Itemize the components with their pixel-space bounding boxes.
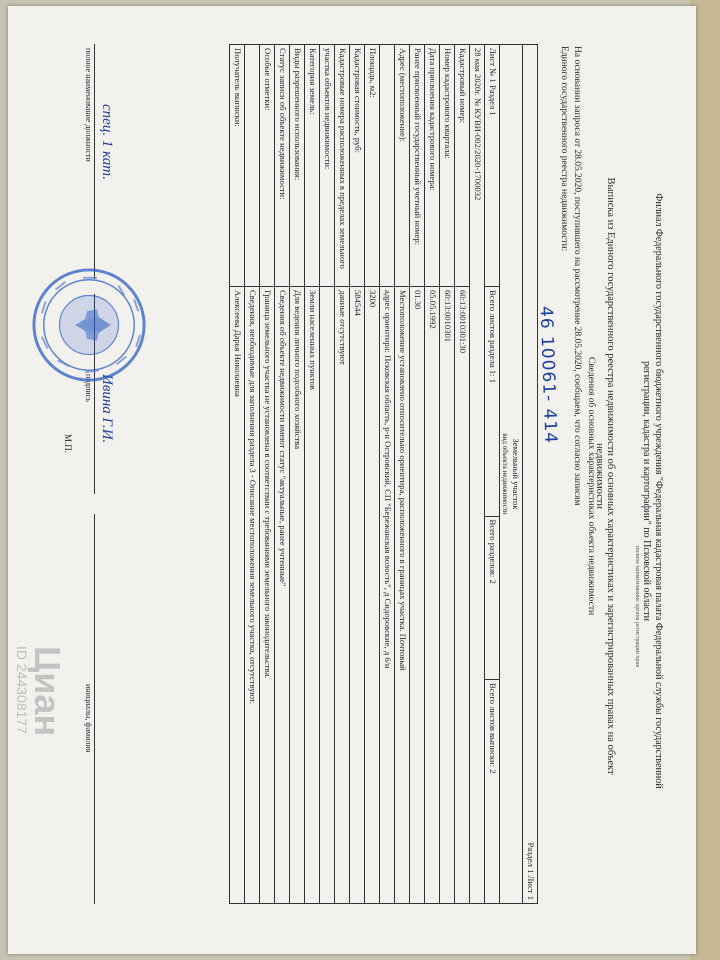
table-row — [523, 45, 538, 904]
table-row — [410, 45, 425, 904]
object-type — [500, 45, 523, 904]
row-label — [380, 45, 395, 287]
extract-document — [8, 26, 668, 926]
row-label — [245, 45, 260, 287]
table-row — [230, 45, 245, 904]
watermark — [14, 646, 68, 736]
row-value: адрес ориентира: Псковская область, р-н Островский, СП "Бережанская волость", д Сидоровские, д 6/н — [380, 287, 395, 904]
organization-caption: полное наименование органа регистрации прав — [634, 546, 640, 668]
row-value: 584544 — [350, 287, 365, 904]
position-line — [94, 44, 95, 279]
table-row — [245, 45, 260, 904]
table-row — [365, 45, 380, 904]
row-value: Граница земельного участка не установлена в соответствии с требованиями земельного законодательства. — [260, 287, 275, 904]
table-row — [395, 45, 410, 904]
table-row — [500, 45, 523, 904]
handwritten-position: спец. 1 кат. — [99, 104, 115, 180]
object-type-caption: вид объекта недвижимости — [501, 433, 509, 515]
row-value: Земли населенных пунктов — [305, 287, 320, 904]
basis-text-line2: Единого государственного реестра недвижимости: — [559, 46, 569, 252]
row-value: Сведения об объекте недвижимости имеют статус "актуальные, ранее учтенные" — [275, 287, 290, 904]
row-label: Статус записи об объекте недвижимости: — [275, 45, 290, 287]
row-label: Адрес (местоположение): — [395, 45, 410, 287]
table-row — [455, 45, 470, 904]
row-value: 60:13:0010301 — [440, 287, 455, 904]
table-row — [425, 45, 440, 904]
row-label: участка объектов недвижимости: — [320, 45, 335, 287]
sheets-total: Всего листов выписки: 2 — [485, 680, 500, 904]
section-label: Раздел 1 Лист 1 — [523, 45, 538, 904]
signature-caption: подпись — [84, 374, 93, 402]
table-row — [485, 45, 500, 904]
row-value — [320, 287, 335, 904]
row-value: Алексеева Дарья Николаевна — [230, 287, 245, 904]
row-label: Получатель выписки: — [230, 45, 245, 287]
property-info-table — [229, 44, 538, 904]
row-value: 01.30 — [410, 287, 425, 904]
table-row — [275, 45, 290, 904]
table-row — [305, 45, 320, 904]
row-value: Для ведения личного подсобного хозяйства — [290, 287, 305, 904]
stamp-label: М.П. — [63, 434, 73, 454]
document-title: Выписка из Единого государственного реестра недвижимости об основных характеристиках и зарегистрированных правах на объект недвижимости — [594, 177, 616, 775]
table-row — [320, 45, 335, 904]
handwritten-name: Ивина Г.И. — [99, 374, 115, 444]
name-caption: инициалы, фамилия — [84, 684, 93, 753]
row-label: Виды разрешенного использования: — [290, 45, 305, 287]
table-row — [440, 45, 455, 904]
row-label: Номер кадастрового квартала: — [440, 45, 455, 287]
row-value: Сведения, необходимые для заполнения раздела 3 - Описание местоположения земельного участка, отсутствуют. — [245, 287, 260, 904]
sheet-label: Лист № 1 Раздел 1 — [485, 45, 500, 287]
row-value: 3200 — [365, 287, 380, 904]
table-row — [290, 45, 305, 904]
row-label: Категория земель: — [305, 45, 320, 287]
row-value: Местоположение установлено относительно ориентира, расположенного в границах участка. Почтовый — [395, 287, 410, 904]
signature-block — [63, 44, 115, 904]
table-row — [335, 45, 350, 904]
watermark-logo: Циан — [27, 646, 68, 737]
row-value: 05.05.1992 — [425, 287, 440, 904]
organization-name: Филиал Федерального государственного бюджетного учреждения "Федеральная кадастровая палата Федеральной службы государственной регистрации, кадастра и картографии" по Псковской области — [641, 193, 664, 789]
table-row — [260, 45, 275, 904]
official-stamp — [30, 266, 148, 384]
row-label: Кадастровый номер: — [455, 45, 470, 287]
row-label: Площадь, м2: — [365, 45, 380, 287]
name-line — [94, 514, 95, 904]
date-number: 28 мая 2020г. № КУВИ-002/2020-1700032 — [470, 45, 485, 904]
sections-total: Всего разделов: 2 — [485, 516, 500, 680]
row-value: 60:13:0010301:30 — [455, 287, 470, 904]
handwritten-number: 46 10061- 414 — [535, 305, 561, 445]
sheets-in-section: Всего листов раздела 1: 1 — [485, 287, 500, 517]
row-label: Кадастровая стоимость, руб: — [350, 45, 365, 287]
table-row — [350, 45, 365, 904]
row-label: Ранее присвоенный государственный учетный номер: — [410, 45, 425, 287]
row-value: данные отсутствуют — [335, 287, 350, 904]
object-type-value: Земельный участок — [511, 438, 521, 510]
table-row — [380, 45, 395, 904]
document-subtitle: Сведения об основных характеристиках объекта недвижимости — [586, 356, 596, 616]
document-photo — [8, 6, 696, 954]
row-label: Кадастровые номера расположенных в пределах земельного — [335, 45, 350, 287]
position-caption: полное наименование должности — [84, 48, 93, 162]
basis-text-line1: На основании запроса от 28.05.2020, поступившего на рассмотрение 28.05.2020, сообщаем, что согласно записям — [572, 46, 582, 506]
row-label: Дата присвоения кадастрового номера: — [425, 45, 440, 287]
table-row — [470, 45, 485, 904]
watermark-id: ID 244308177 — [14, 646, 30, 734]
row-label: Особые отметки: — [260, 45, 275, 287]
